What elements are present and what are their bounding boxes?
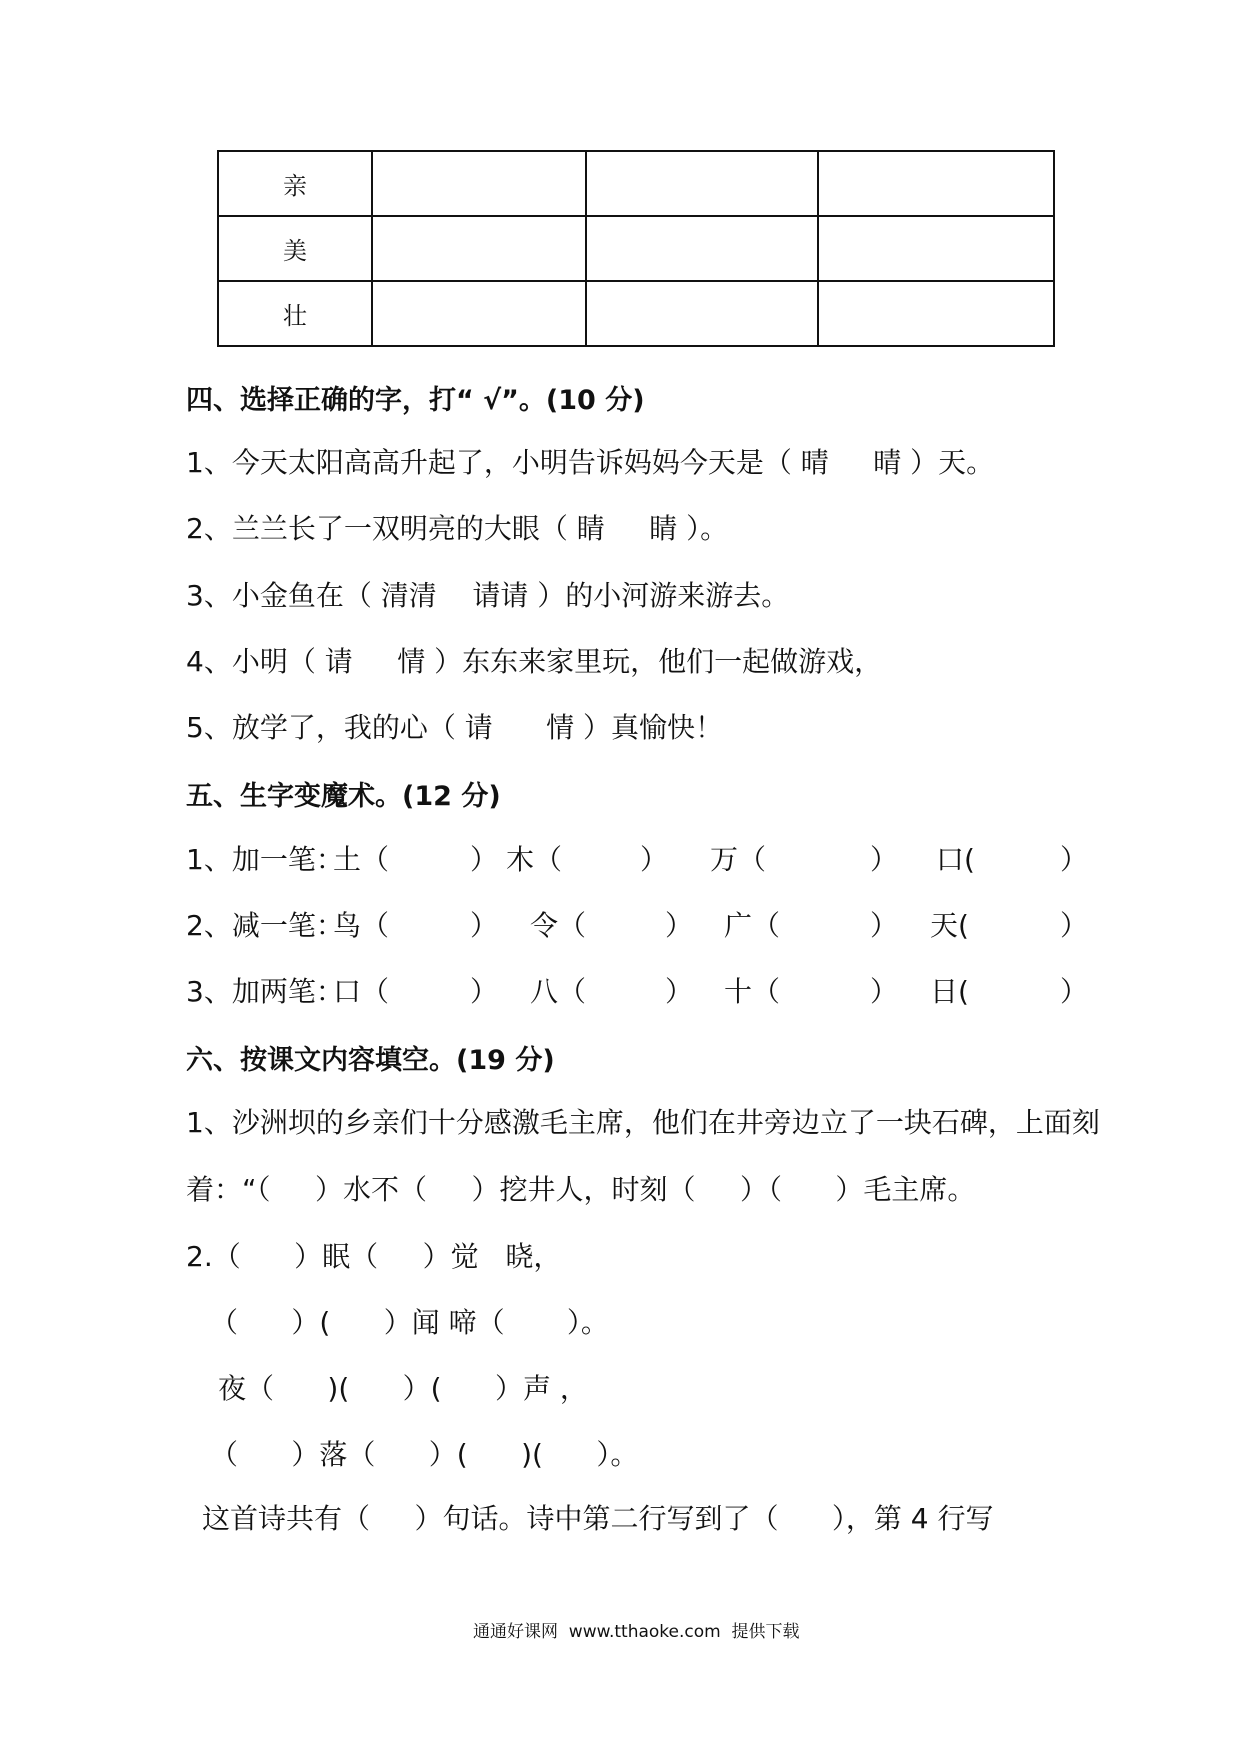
- section-5-char: 广（: [724, 909, 781, 942]
- table-cell-blank: [372, 216, 586, 281]
- table-cell-blank: [586, 151, 818, 216]
- section-4-item-1: 1、今天太阳高高升起了，小明告诉妈妈今天是（ 晴 晴 ）天。: [186, 446, 995, 479]
- section-6-heading: 六、按课文内容填空。(19 分): [186, 1045, 555, 1076]
- section-6-line-1: 1、沙洲坝的乡亲们十分感激毛主席，他们在井旁边立了一块石碑，上面刻: [186, 1106, 1100, 1139]
- table-cell-blank: [372, 151, 586, 216]
- section-5-close: ）: [870, 843, 899, 876]
- section-5-close: ）: [1060, 975, 1089, 1008]
- section-5-close: ）: [870, 909, 899, 942]
- section-5-char: 口(: [936, 843, 975, 876]
- section-5-close: ）: [665, 975, 694, 1008]
- section-5-row-1-label: 1、加一笔：: [186, 843, 344, 876]
- table-cell-blank: [372, 281, 586, 346]
- section-5-char: 口（: [333, 975, 390, 1008]
- table-cell-label: 美: [218, 216, 372, 281]
- section-5-char: 土（: [333, 843, 390, 876]
- section-5-close: ）: [640, 843, 669, 876]
- section-5-close: ）: [470, 843, 499, 876]
- section-5-char: 十（: [724, 975, 781, 1008]
- section-5-heading: 五、生字变魔术。(12 分): [186, 781, 501, 812]
- word-table: [217, 150, 1055, 347]
- section-4-item-3: 3、小金鱼在（ 清清 请请 ）的小河游来游去。: [186, 579, 790, 612]
- footer-text: 通通好课网 www.tthaoke.com 提供下载: [473, 1622, 800, 1642]
- table-cell-blank: [586, 281, 818, 346]
- section-5-char: 天(: [930, 909, 969, 942]
- section-5-char: 木（: [506, 843, 563, 876]
- table-cell-blank: [818, 151, 1054, 216]
- table-row: [218, 216, 1054, 281]
- section-4-item-2: 2、兰兰长了一双明亮的大眼（ 睛 睛 ）。: [186, 512, 729, 545]
- poem-line-4: （ ）落（ ）( )( ）。: [210, 1438, 639, 1471]
- section-5-char: 八（: [530, 975, 587, 1008]
- section-5-close: ）: [470, 975, 499, 1008]
- section-6-last-line: 这首诗共有（ ）句话。诗中第二行写到了（ ），第 4 行写: [202, 1502, 994, 1535]
- section-4-item-4: 4、小明（ 请 情 ）东东来家里玩，他们一起做游戏，: [186, 645, 883, 678]
- table-cell-blank: [818, 281, 1054, 346]
- poem-line-1: 2.（ ）眠（ ）觉 晓，: [186, 1240, 562, 1273]
- section-6-line-2: 着：“（ ）水不（ ）挖井人，时刻（ ）（ ）毛主席。: [186, 1173, 976, 1206]
- section-4-heading: 四、选择正确的字，打“ √”。(10 分): [186, 385, 645, 416]
- section-5-row-2-label: 2、减一笔：: [186, 909, 344, 942]
- table-cell-blank: [586, 216, 818, 281]
- section-5-char: 鸟（: [333, 909, 390, 942]
- section-5-close: ）: [1060, 909, 1089, 942]
- section-5-close: ）: [870, 975, 899, 1008]
- section-5-row-3-label: 3、加两笔：: [186, 975, 344, 1008]
- poem-line-2: （ ）( ）闻 啼（ ）。: [210, 1306, 609, 1339]
- section-5-close: ）: [1060, 843, 1089, 876]
- table-cell-label: 亲: [218, 151, 372, 216]
- section-5-close: ）: [470, 909, 499, 942]
- table-cell-label: 壮: [218, 281, 372, 346]
- section-4-item-5: 5、放学了，我的心（ 请 情 ）真愉快！: [186, 711, 724, 744]
- table-cell-blank: [818, 216, 1054, 281]
- section-5-char: 万（: [710, 843, 767, 876]
- section-5-char: 令（: [530, 909, 587, 942]
- table-row: [218, 151, 1054, 216]
- poem-line-3: 夜（ )( ）( ）声 ，: [218, 1372, 588, 1405]
- section-5-char: 日(: [930, 975, 969, 1008]
- section-5-close: ）: [665, 909, 694, 942]
- table-row: [218, 281, 1054, 346]
